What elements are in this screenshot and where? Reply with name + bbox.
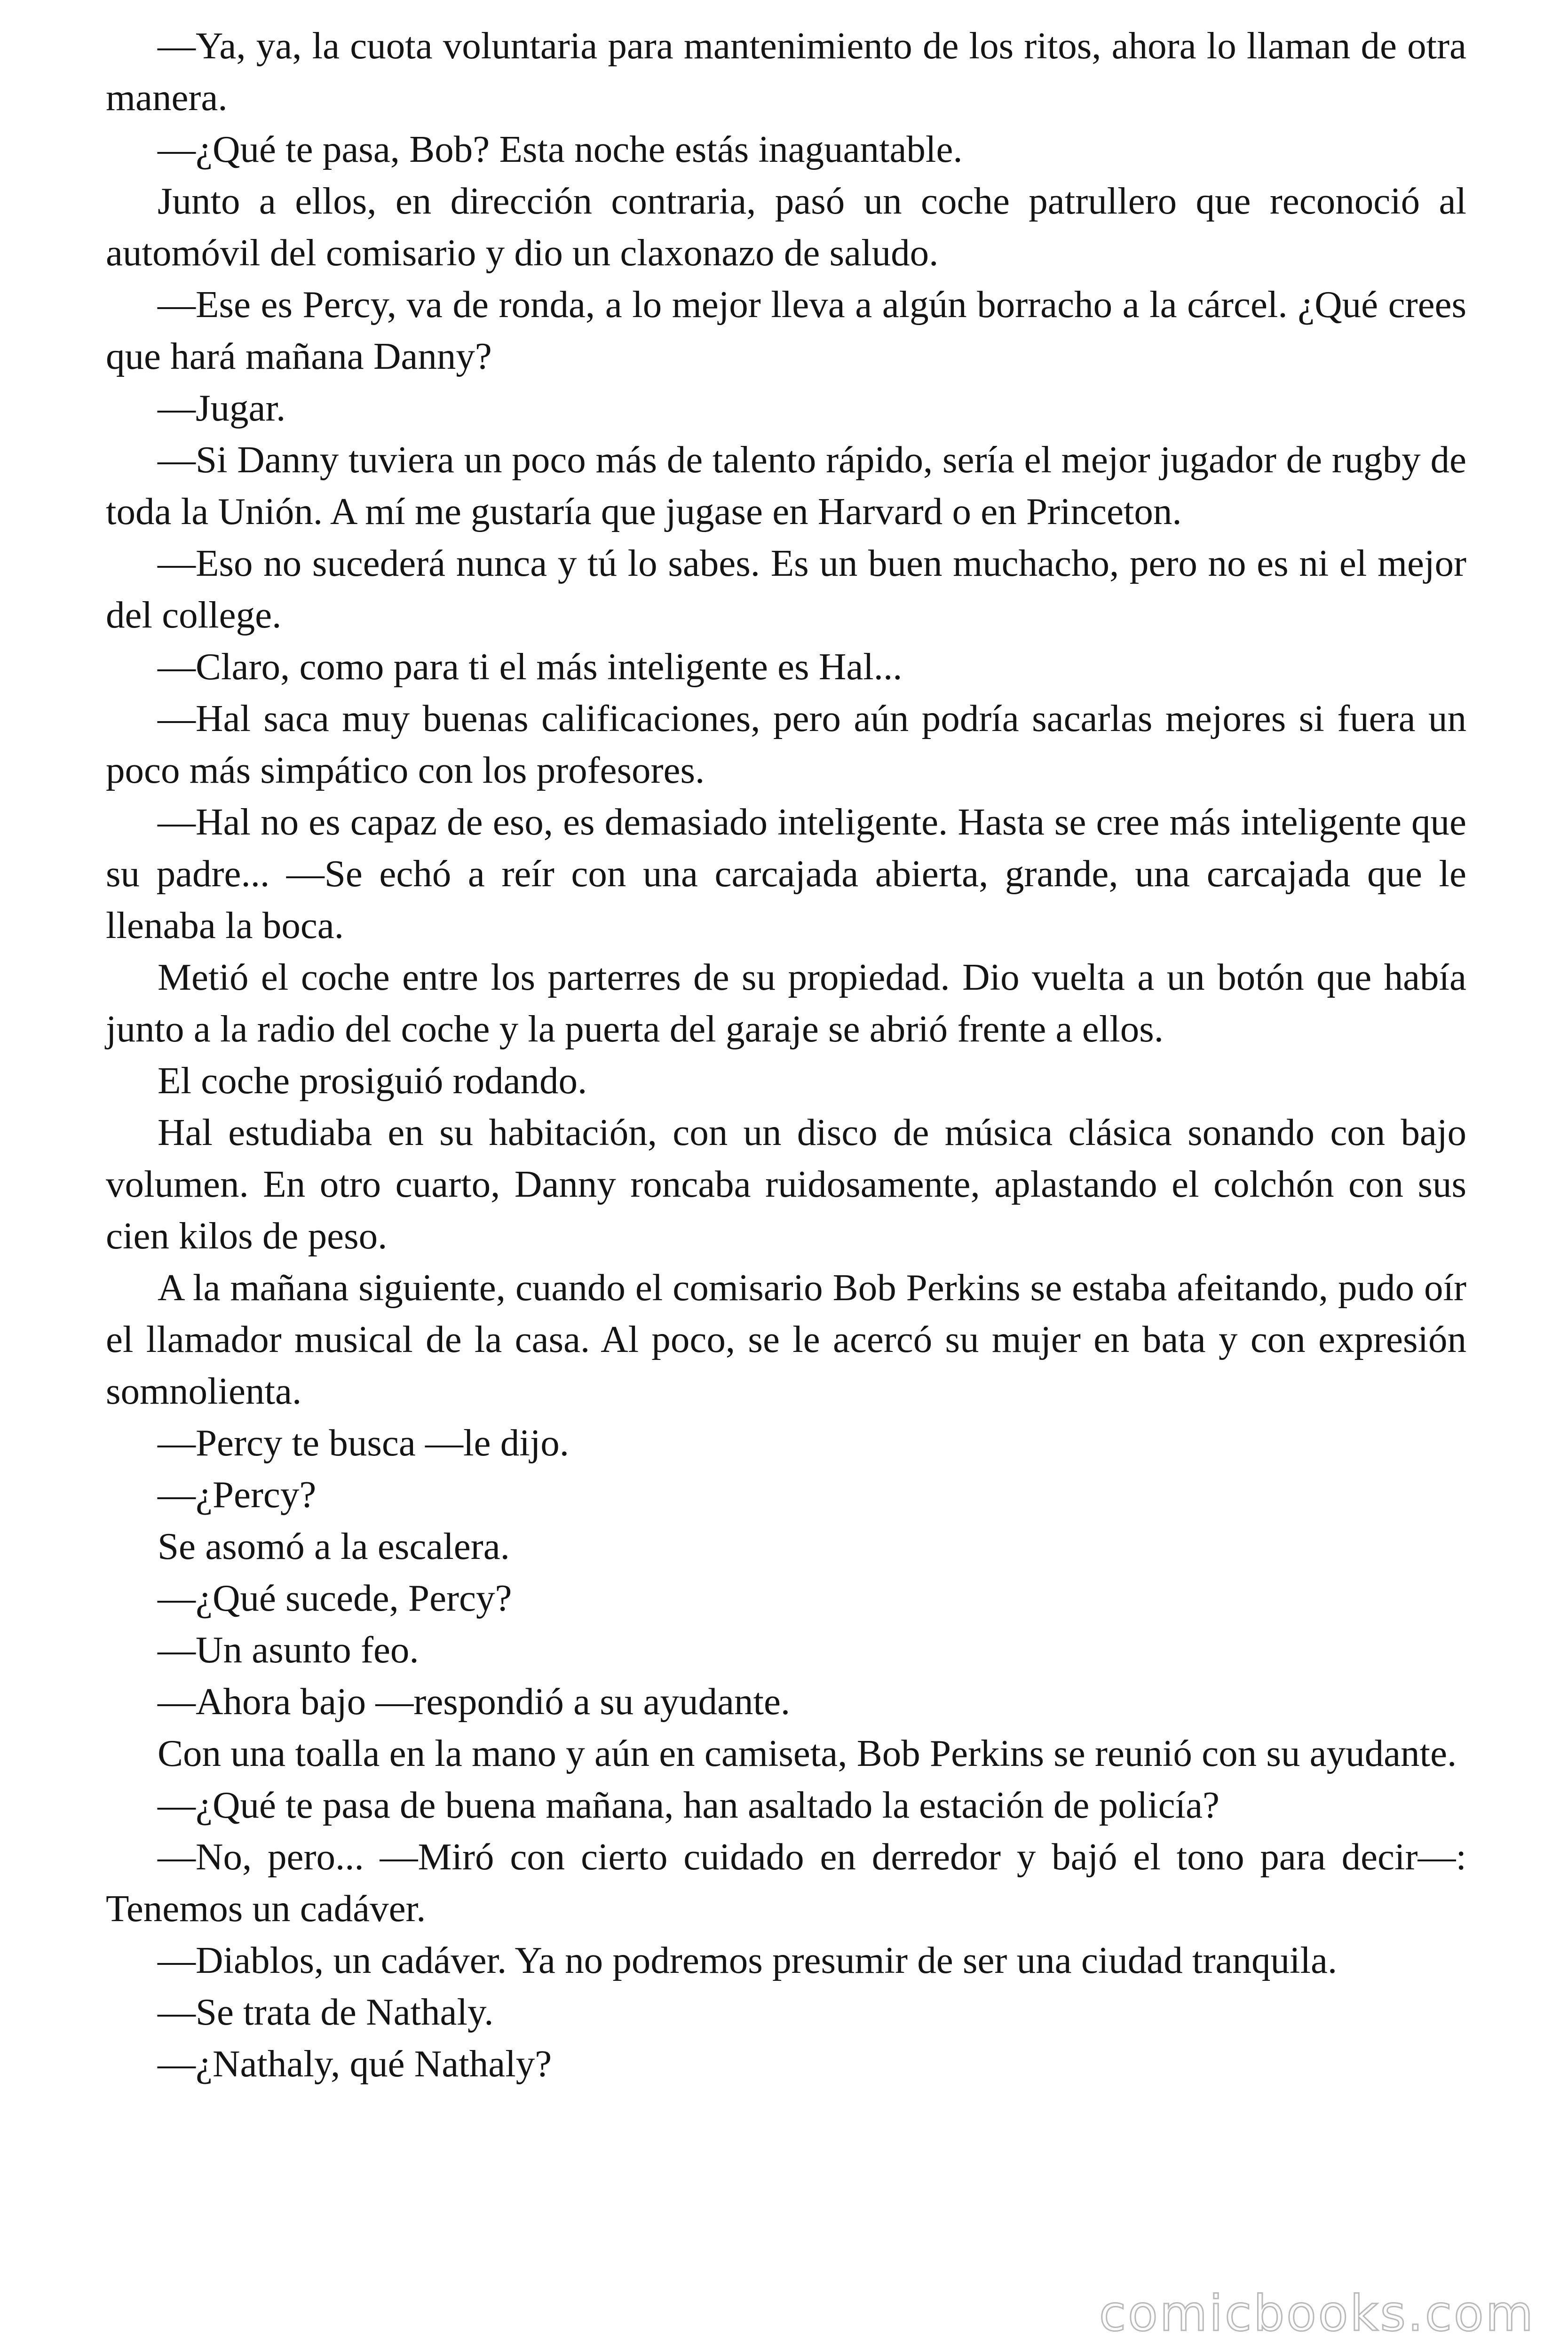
paragraph: —¿Qué te pasa, Bob? Esta noche estás inaguantable. [158, 128, 963, 170]
paragraph: —¿Nathaly, qué Nathaly? [158, 2042, 552, 2085]
paragraph: —Jugar. [158, 387, 286, 429]
paragraph: Hal estudiaba en su habitación, con un disco de música clásica sonando con bajo volumen. En otro cuarto, Danny roncaba ruidosamente, aplastando el colchón con sus cien kilos de peso. [106, 1111, 1466, 1257]
paragraph: —Eso no sucederá nunca y tú lo sabes. Es un buen muchacho, pero no es ni el mejor del college. [106, 542, 1466, 636]
paragraph: —Hal saca muy buenas calificaciones, pero aún podría sacarlas mejores si fuera un poco más simpático con los profesores. [106, 697, 1466, 791]
paragraph: —Ese es Percy, va de ronda, a lo mejor lleva a algún borracho a la cárcel. ¿Qué crees que hará mañana Danny? [106, 283, 1466, 377]
paragraph: —Ahora bajo —respondió a su ayudante. [158, 1680, 791, 1723]
paragraph: A la mañana siguiente, cuando el comisario Bob Perkins se estaba afeitando, pudo oír el llamador musical de la casa. Al poco, se le acercó su mujer en bata y con expresión somnolienta. [106, 1266, 1466, 1412]
paragraph: —Si Danny tuviera un poco más de talento rápido, sería el mejor jugador de rugby de toda la Unión. A mí me gustaría que jugase en Harvard o en Princeton. [106, 438, 1466, 532]
paragraph: —Ya, ya, la cuota voluntaria para mantenimiento de los ritos, ahora lo llaman de otra manera. [106, 24, 1466, 119]
paragraph: —Diablos, un cadáver. Ya no podremos presumir de ser una ciudad tranquila. [158, 1939, 1338, 1981]
paragraph: —¿Qué te pasa de buena mañana, han asaltado la estación de policía? [158, 1784, 1220, 1826]
paragraph: —Percy te busca —le dijo. [158, 1422, 570, 1464]
paragraph: —Claro, como para ti el más inteligente es Hal... [158, 645, 903, 688]
paragraph: El coche prosiguió rodando. [158, 1059, 587, 1102]
paragraph: —Un asunto feo. [158, 1629, 419, 1671]
book-page-text [106, 20, 1466, 2090]
paragraph: —Se trata de Nathaly. [158, 1991, 494, 2033]
paragraph: Con una toalla en la mano y aún en camiseta, Bob Perkins se reunió con su ayudante. [158, 1732, 1457, 1774]
paragraph: Junto a ellos, en dirección contraria, pasó un coche patrullero que reconoció al automóvil del comisario y dio un claxonazo de saludo. [106, 180, 1466, 274]
watermark: comicbooks.com [1099, 2285, 1535, 2342]
paragraph: —¿Percy? [158, 1473, 317, 1516]
paragraph: —Hal no es capaz de eso, es demasiado inteligente. Hasta se cree más inteligente que su padre... —Se echó a reír con una carcajada abierta, grande, una carcajada que le llenaba la boca. [106, 801, 1466, 946]
paragraph: Metió el coche entre los parterres de su propiedad. Dio vuelta a un botón que había junto a la radio del coche y la puerta del garaje se abrió frente a ellos. [106, 956, 1466, 1050]
paragraph: —¿Qué sucede, Percy? [158, 1577, 512, 1619]
paragraph: Se asomó a la escalera. [158, 1525, 510, 1567]
paragraph: —No, pero... —Miró con cierto cuidado en derredor y bajó el tono para decir—: Tenemos un cadáver. [106, 1836, 1466, 1930]
